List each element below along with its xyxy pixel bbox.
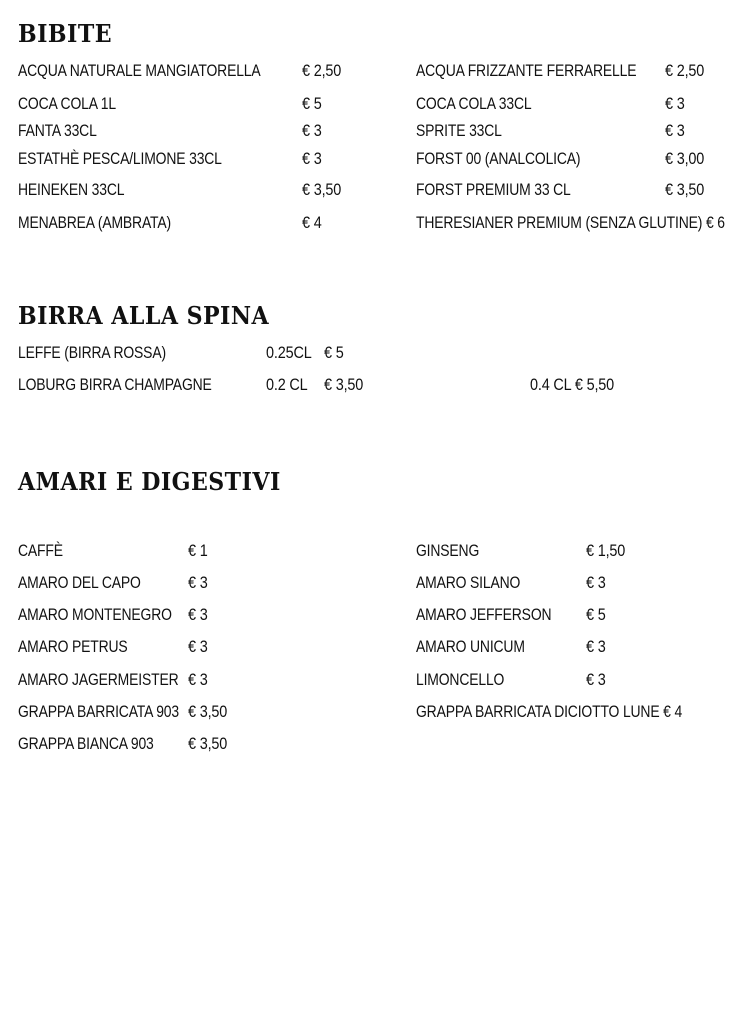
menu-item <box>18 604 278 626</box>
menu-item <box>18 148 358 170</box>
menu-item <box>416 572 676 594</box>
item-name: AMARO PETRUS <box>18 637 128 656</box>
item-name: ACQUA NATURALE MANGIATORELLA <box>18 61 261 80</box>
section-title-birra: BIRRA ALLA SPINA <box>18 301 270 330</box>
item-name: ACQUA FRIZZANTE FERRARELLE <box>416 61 637 80</box>
menu-item <box>416 179 716 201</box>
item-large-size-price: 0.4 CL € 5,50 <box>530 375 615 394</box>
item-name: SPRITE 33CL <box>416 121 502 140</box>
item-name: AMARO DEL CAPO <box>18 573 141 592</box>
item-size: 0.2 CL <box>266 375 308 394</box>
menu-item <box>416 60 716 82</box>
item-price: € 3 <box>586 670 606 689</box>
item-price: € 2,50 <box>302 61 342 80</box>
menu-item <box>416 540 676 562</box>
menu-item <box>416 148 716 170</box>
item-price: € 4 <box>302 213 322 232</box>
menu-item <box>416 604 676 626</box>
item-name: CAFFÈ <box>18 541 63 560</box>
item-price: € 1,50 <box>586 541 626 560</box>
section-title-amari: AMARI E DIGESTIVI <box>18 467 281 496</box>
item-name: FORST 00 (ANALCOLICA) <box>416 149 581 168</box>
item-name: GRAPPA BARRICATA 903 <box>18 702 179 721</box>
menu-item <box>18 669 278 691</box>
item-name: COCA COLA 1L <box>18 94 116 113</box>
item-name: AMARO JAGERMEISTER <box>18 670 179 689</box>
item-price: € 3 <box>586 573 606 592</box>
section-title-bibite: BIBITE <box>18 19 113 48</box>
item-price: € 3 <box>302 149 322 168</box>
menu-item <box>18 572 278 594</box>
menu-item <box>18 733 278 755</box>
item-price: € 3,50 <box>665 180 705 199</box>
menu-item-diciotto-lune <box>416 701 696 723</box>
item-price: € 3 <box>586 637 606 656</box>
menu-item-loburg <box>18 374 658 396</box>
menu-item <box>416 636 676 658</box>
item-name: MENABREA (AMBRATA) <box>18 213 171 232</box>
item-price: € 3,50 <box>302 180 342 199</box>
item-name: GINSENG <box>416 541 480 560</box>
item-price: € 3,00 <box>665 149 705 168</box>
item-price: € 3 <box>665 121 685 140</box>
item-size: 0.25CL <box>266 343 312 362</box>
item-price: € 3 <box>188 670 208 689</box>
menu-item <box>18 60 358 82</box>
menu-item <box>18 93 358 115</box>
item-price: € 3 <box>188 637 208 656</box>
item-price: € 3,50 <box>324 375 364 394</box>
item-price: € 3,50 <box>188 734 228 753</box>
menu-item-leffe <box>18 342 378 364</box>
menu-item <box>18 212 358 234</box>
item-price: € 3 <box>188 573 208 592</box>
item-name: AMARO SILANO <box>416 573 521 592</box>
item-name: AMARO UNICUM <box>416 637 525 656</box>
item-price: € 2,50 <box>665 61 705 80</box>
item-name: AMARO MONTENEGRO <box>18 605 172 624</box>
item-name: AMARO JEFFERSON <box>416 605 552 624</box>
item-name: HEINEKEN 33CL <box>18 180 125 199</box>
item-name: COCA COLA 33CL <box>416 94 532 113</box>
menu-item-theresianer <box>416 212 725 234</box>
item-name: LIMONCELLO <box>416 670 505 689</box>
item-price: € 3,50 <box>188 702 228 721</box>
item-price: € 5 <box>586 605 606 624</box>
item-name: FORST PREMIUM 33 CL <box>416 180 571 199</box>
item-name-with-price: THERESIANER PREMIUM (SENZA GLUTINE) € 6 <box>416 213 725 232</box>
item-price: € 3 <box>302 121 322 140</box>
item-name: LEFFE (BIRRA ROSSA) <box>18 343 166 362</box>
menu-item <box>18 179 358 201</box>
menu-item <box>18 701 278 723</box>
item-price: € 3 <box>665 94 685 113</box>
menu-item <box>416 93 716 115</box>
menu-item <box>18 636 278 658</box>
item-price: € 3 <box>188 605 208 624</box>
menu-item <box>18 120 358 142</box>
menu-item <box>416 669 676 691</box>
item-price: € 5 <box>324 343 344 362</box>
item-name: GRAPPA BIANCA 903 <box>18 734 154 753</box>
menu-item <box>18 540 278 562</box>
item-name: FANTA 33CL <box>18 121 97 140</box>
item-price: € 5 <box>302 94 322 113</box>
item-price: € 1 <box>188 541 208 560</box>
item-name: LOBURG BIRRA CHAMPAGNE <box>18 375 212 394</box>
item-name: ESTATHÈ PESCA/LIMONE 33CL <box>18 149 222 168</box>
item-name-with-price: GRAPPA BARRICATA DICIOTTO LUNE € 4 <box>416 702 683 721</box>
menu-item <box>416 120 716 142</box>
